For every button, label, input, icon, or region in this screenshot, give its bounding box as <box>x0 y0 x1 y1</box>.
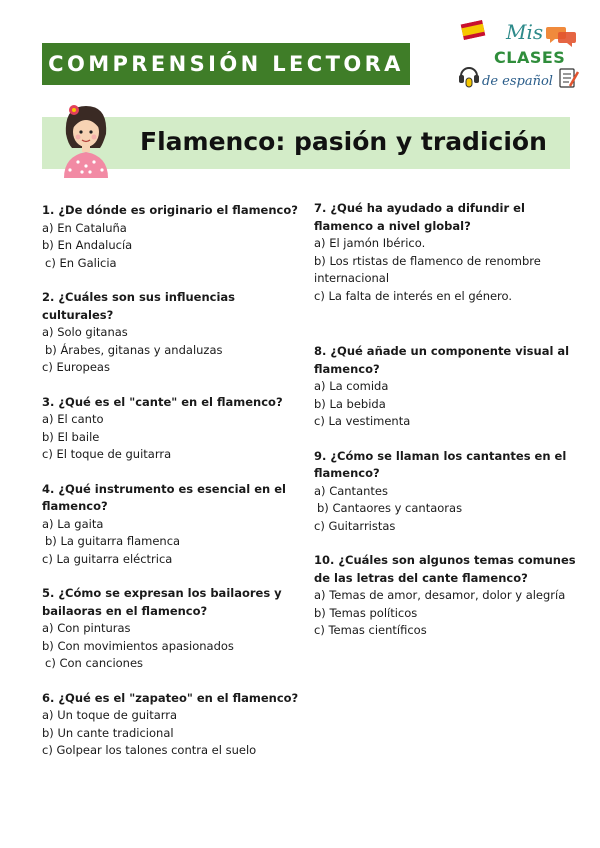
answer-option: c) Golpear los talones contra el suelo <box>42 743 257 757</box>
question-block <box>314 200 576 305</box>
answer-option: b) Con movimientos apasionados <box>42 638 234 653</box>
question-block <box>42 585 304 673</box>
question-text: 6. ¿Qué es el "zapateo" en el flamenco? <box>42 690 299 705</box>
answer-option: b) Los rtistas de flamenco de renombre internacional <box>314 253 541 285</box>
answer-option: c) La falta de interés en el género. <box>314 288 513 303</box>
answer-option: c) Temas científicos <box>314 623 427 637</box>
brand-logo <box>458 18 582 104</box>
question-text: 7. ¿Qué ha ayudado a difundir el flamenco a nivel global? <box>314 201 525 233</box>
section-banner <box>42 43 410 85</box>
question-block <box>314 552 576 640</box>
question-block <box>314 448 576 536</box>
answer-option: b) La bebida <box>314 396 386 411</box>
answer-option: a) Un toque de guitarra <box>42 708 178 722</box>
question-text: 3. ¿Qué es el "cante" en el flamenco? <box>42 394 283 409</box>
question-block <box>314 343 576 431</box>
answer-option: b) Cantaores y cantaoras <box>317 501 463 515</box>
headphones-mic-icon <box>458 62 480 92</box>
logo-text-clases: CLASES <box>494 48 566 67</box>
questions-left-column <box>42 202 304 760</box>
question-text: 5. ¿Cómo se expresan los bailaores y bailaoras en el flamenco? <box>42 586 282 618</box>
answer-option: a) El jamón Ibérico. <box>314 236 426 250</box>
answer-option: b) La guitarra flamenca <box>45 534 181 548</box>
page-title: Flamenco: pasión y tradición <box>140 127 547 156</box>
answer-option: c) El toque de guitarra <box>42 447 172 461</box>
answer-option: b) El baile <box>42 429 100 444</box>
question-text: 8. ¿Qué añade un componente visual al flamenco? <box>314 344 570 376</box>
answer-option: a) La gaita <box>42 516 104 531</box>
questions-right-column <box>314 200 576 640</box>
answer-option: c) En Galicia <box>45 255 117 270</box>
question-block <box>42 394 304 464</box>
answer-option: a) Solo gitanas <box>42 325 128 339</box>
answer-option: c) Guitarristas <box>314 518 396 533</box>
banner-text: COMPRENSIÓN LECTORA <box>48 52 404 76</box>
question-text: 10. ¿Cuáles son algunos temas comunes de las letras del cante flamenco? <box>314 553 576 585</box>
answer-option: c) La vestimenta <box>314 414 411 428</box>
question-block <box>42 690 304 760</box>
question-block <box>42 202 304 272</box>
notepad-pencil-icon <box>558 66 580 90</box>
answer-option: b) En Andalucía <box>42 238 133 252</box>
answer-option: b) Temas políticos <box>314 605 418 620</box>
answer-option: a) El canto <box>42 412 104 426</box>
answer-option: a) Temas de amor, desamor, dolor y alegría <box>314 588 566 602</box>
question-text: 2. ¿Cuáles son sus influencias culturales? <box>42 290 236 322</box>
answer-option: a) La comida <box>314 379 389 393</box>
logo-text-mis: Mis <box>506 20 544 44</box>
question-text: 9. ¿Cómo se llaman los cantantes en el flamenco? <box>314 448 567 480</box>
answer-option: c) Europeas <box>42 360 110 374</box>
flamenco-dancer-avatar-icon <box>56 100 116 178</box>
answer-option: a) Con pinturas <box>42 621 131 635</box>
answer-option: c) La guitarra eléctrica <box>42 551 173 566</box>
spain-flag-icon <box>461 20 486 40</box>
answer-option: b) Árabes, gitanas y andaluzas <box>45 342 223 357</box>
question-text: 4. ¿Qué instrumento es esencial en el flamenco? <box>42 481 286 513</box>
question-block <box>42 289 304 377</box>
logo-text-espanol: de español <box>482 74 553 89</box>
speech-bubbles-icon <box>546 24 578 48</box>
question-text: 1. ¿De dónde es originario el flamenco? <box>42 203 298 217</box>
answer-option: c) Con canciones <box>45 656 144 670</box>
answer-option: a) Cantantes <box>314 483 388 498</box>
question-block <box>42 481 304 569</box>
answer-option: b) Un cante tradicional <box>42 725 174 740</box>
answer-option: a) En Cataluña <box>42 220 127 235</box>
